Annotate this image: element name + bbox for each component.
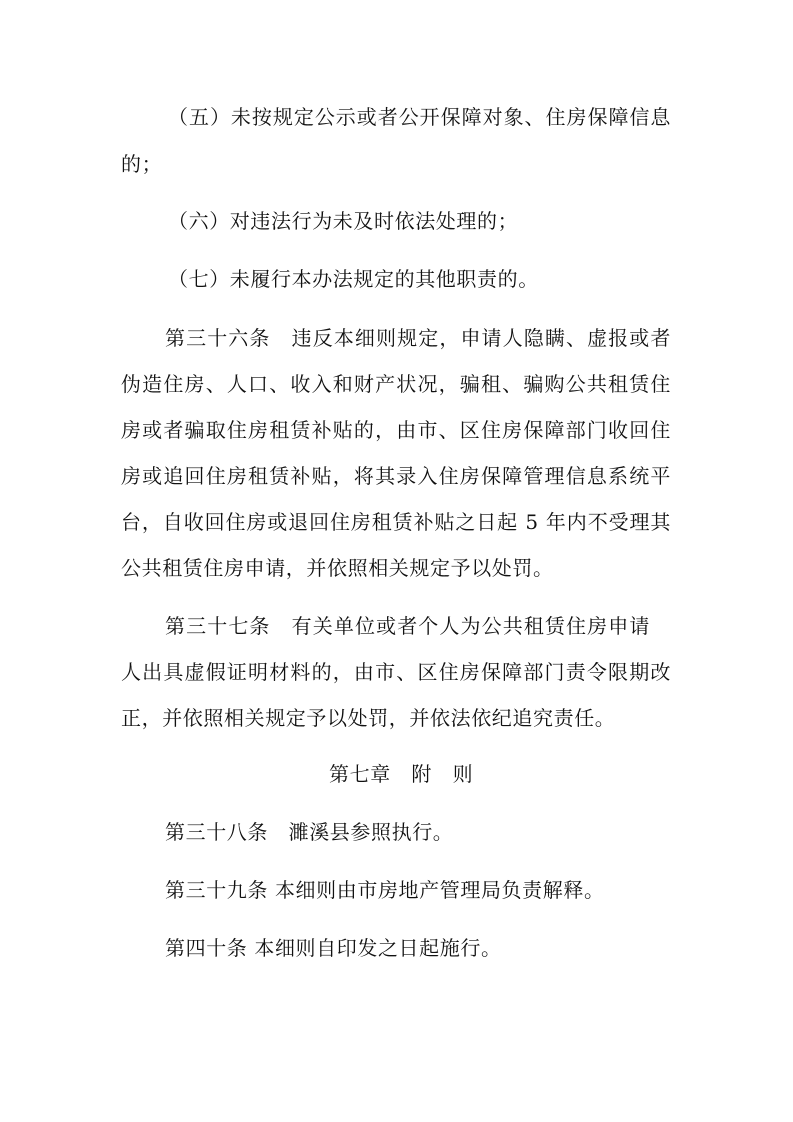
chapter-7-title: 第七章 附 则 [329, 762, 474, 786]
article-40: 第四十条 本细则自印发之日起施行。 [165, 936, 502, 960]
article-39: 第三十九条 本细则由市房地产管理局负责解释。 [165, 878, 605, 902]
article-36-line-5: 台，自收回住房或退回住房租赁补贴之日起 5 年内不受理其 [121, 510, 671, 534]
article-36-line-1: 第三十六条 违反本细则规定，申请人隐瞒、虚报或者 [165, 326, 671, 350]
article-36-line-4: 房或追回住房租赁补贴，将其录入住房保障管理信息系统平 [121, 464, 671, 488]
item-5-line-2: 的； [121, 152, 163, 176]
article-37-line-3: 正，并依照相关规定予以处罚，并依法依纪追究责任。 [121, 706, 616, 730]
item-6: （六）对违法行为未及时依法处理的； [168, 209, 519, 233]
article-37-line-2: 人出具虚假证明材料的，由市、区住房保障部门责令限期改 [121, 660, 671, 684]
article-37-line-1: 第三十七条 有关单位或者个人为公共租赁住房申请 [165, 614, 650, 638]
item-7: （七）未履行本办法规定的其他职责的。 [168, 267, 539, 291]
article-36-line-2: 伪造住房、人口、收入和财产状况，骗租、骗购公共租赁住 [121, 372, 671, 396]
article-38: 第三十八条 濉溪县参照执行。 [165, 820, 454, 844]
article-36-line-3: 房或者骗取住房租赁补贴的，由市、区住房保障部门收回住 [121, 418, 671, 442]
item-5-line-1: （五）未按规定公示或者公开保障对象、住房保障信息 [168, 105, 671, 129]
article-36-line-6: 公共租赁住房申请，并依照相关规定予以处罚。 [121, 556, 554, 580]
